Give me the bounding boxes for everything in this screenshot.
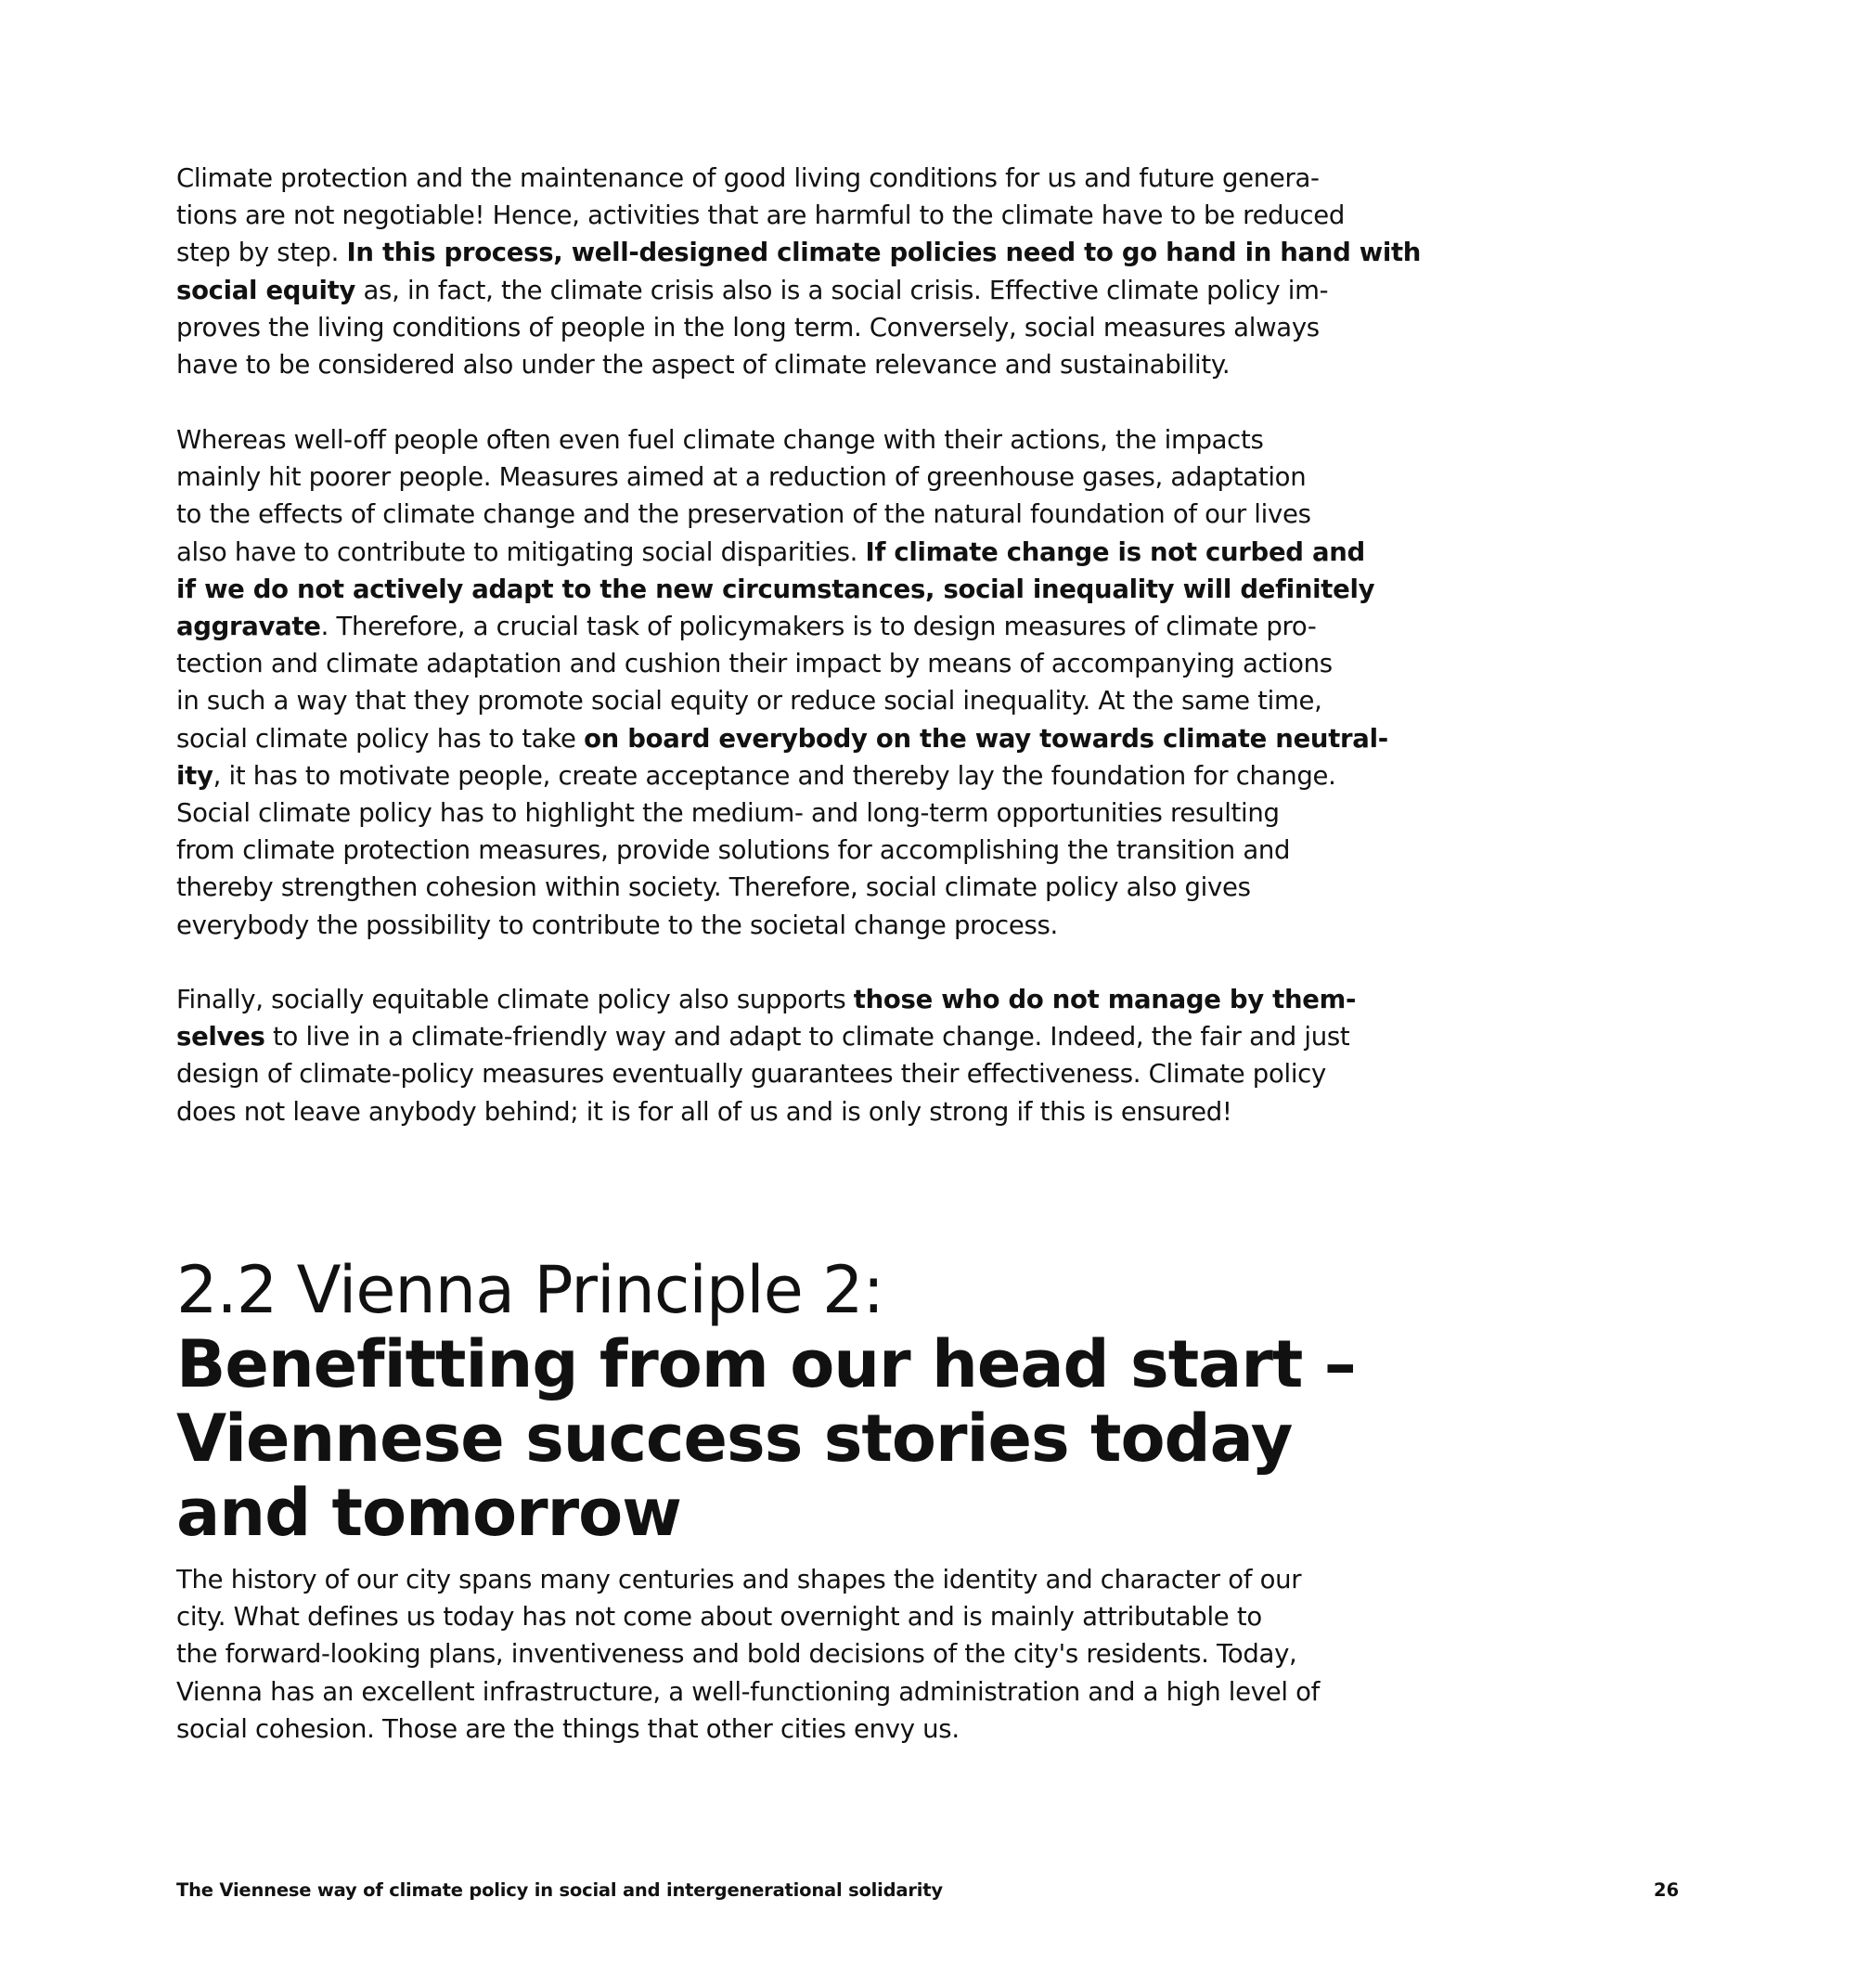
emphasis: selves (176, 1022, 265, 1052)
section-heading (176, 1253, 1356, 1550)
text-line: social cohesion. Those are the things that other cities envy us. (176, 1713, 960, 1744)
emphasis: ity (176, 760, 213, 791)
section-number: 2.2 Vienna Principle 2: (176, 1252, 884, 1328)
text-line: The history of our city spans many centuries and shapes the identity and character of our (176, 1565, 1302, 1594)
text-line: city. What defines us today has not come about overnight and is mainly attributable to (176, 1602, 1262, 1633)
emphasis: aggravate (176, 612, 321, 642)
text-line: the forward-looking plans, inventiveness and bold decisions of the city's residents. Today, (176, 1639, 1297, 1670)
text-line: Social climate policy has to highlight the medium- and long-term opportunities resulting (176, 798, 1280, 829)
text-line: tions are not negotiable! Hence, activities that are harmful to the climate have to be reduced (176, 200, 1346, 231)
emphasis: If climate change is not curbed and (865, 536, 1365, 567)
text-line: have to be considered also under the aspect of climate relevance and sustainability. (176, 350, 1231, 381)
text-line: Whereas well-off people often even fuel climate change with their actions, the impacts (176, 425, 1264, 455)
text-line: social climate policy has to take on board everybody on the way towards climate neutral- (176, 723, 1388, 754)
text-line: in such a way that they promote social equity or reduce social inequality. At the same time, (176, 686, 1322, 716)
section-title-line: Viennese success stories today (176, 1401, 1293, 1477)
section-title-line: and tomorrow (176, 1475, 681, 1551)
text-line: thereby strengthen cohesion within society. Therefore, social climate policy also gives (176, 872, 1251, 903)
text-line: mainly hit poorer people. Measures aimed at a reduction of greenhouse gases, adaptation (176, 462, 1307, 493)
text-line: from climate protection measures, provide solutions for accomplishing the transition and (176, 835, 1291, 866)
text-line: Climate protection and the maintenance of good living conditions for us and future genera- (176, 163, 1320, 193)
paragraph-social-inequality (176, 421, 1388, 944)
paragraph-equitable-policy (176, 981, 1356, 1130)
footer-document-title: The Viennese way of climate policy in social and intergenerational solidarity (176, 1879, 943, 1901)
paragraph-climate-protection (176, 160, 1422, 383)
emphasis: on board everybody on the way towards climate neutral- (584, 723, 1388, 754)
paragraph-city-history (176, 1561, 1320, 1748)
text-line: selves to live in a climate-friendly way and adapt to climate change. Indeed, the fair and just (176, 1022, 1350, 1052)
text-line: tection and climate adaptation and cushion their impact by means of accompanying actions (176, 649, 1333, 679)
text-line: also have to contribute to mitigating social disparities. If climate change is not curbed and (176, 536, 1365, 567)
emphasis: if we do not actively adapt to the new circumstances, social inequality will definitely (176, 574, 1375, 604)
text-line: everybody the possibility to contribute to the societal change process. (176, 910, 1058, 940)
text-line: proves the living conditions of people in the long term. Conversely, social measures always (176, 312, 1320, 342)
footer-page-number: 26 (1654, 1879, 1680, 1901)
emphasis: social equity (176, 275, 356, 305)
section-title-line: Benefitting from our head start – (176, 1326, 1356, 1402)
text-line: step by step. In this process, well-designed climate policies need to go hand in hand with (176, 238, 1422, 268)
text-line: ity, it has to motivate people, create acceptance and thereby lay the foundation for change. (176, 760, 1336, 791)
emphasis: those who do not manage by them- (853, 985, 1357, 1014)
emphasis: In this process, well-designed climate policies need to go hand in hand with (346, 238, 1422, 268)
text-line: does not leave anybody behind; it is for all of us and is only strong if this is ensured! (176, 1096, 1232, 1127)
page-content (176, 160, 1422, 1744)
text-line: social equity as, in fact, the climate crisis also is a social crisis. Effective climate policy im- (176, 275, 1329, 305)
text-line: aggravate. Therefore, a crucial task of policymakers is to design measures of climate pro- (176, 612, 1317, 642)
text-line: Finally, socially equitable climate policy also supports those who do not manage by them- (176, 985, 1357, 1014)
text-line (176, 571, 1388, 608)
text-line: design of climate-policy measures eventually guarantees their effectiveness. Climate policy (176, 1059, 1326, 1090)
text-line: Vienna has an excellent infrastructure, a well-functioning administration and a high level of (176, 1676, 1321, 1707)
text-line: to the effects of climate change and the preservation of the natural foundation of our lives (176, 499, 1311, 530)
